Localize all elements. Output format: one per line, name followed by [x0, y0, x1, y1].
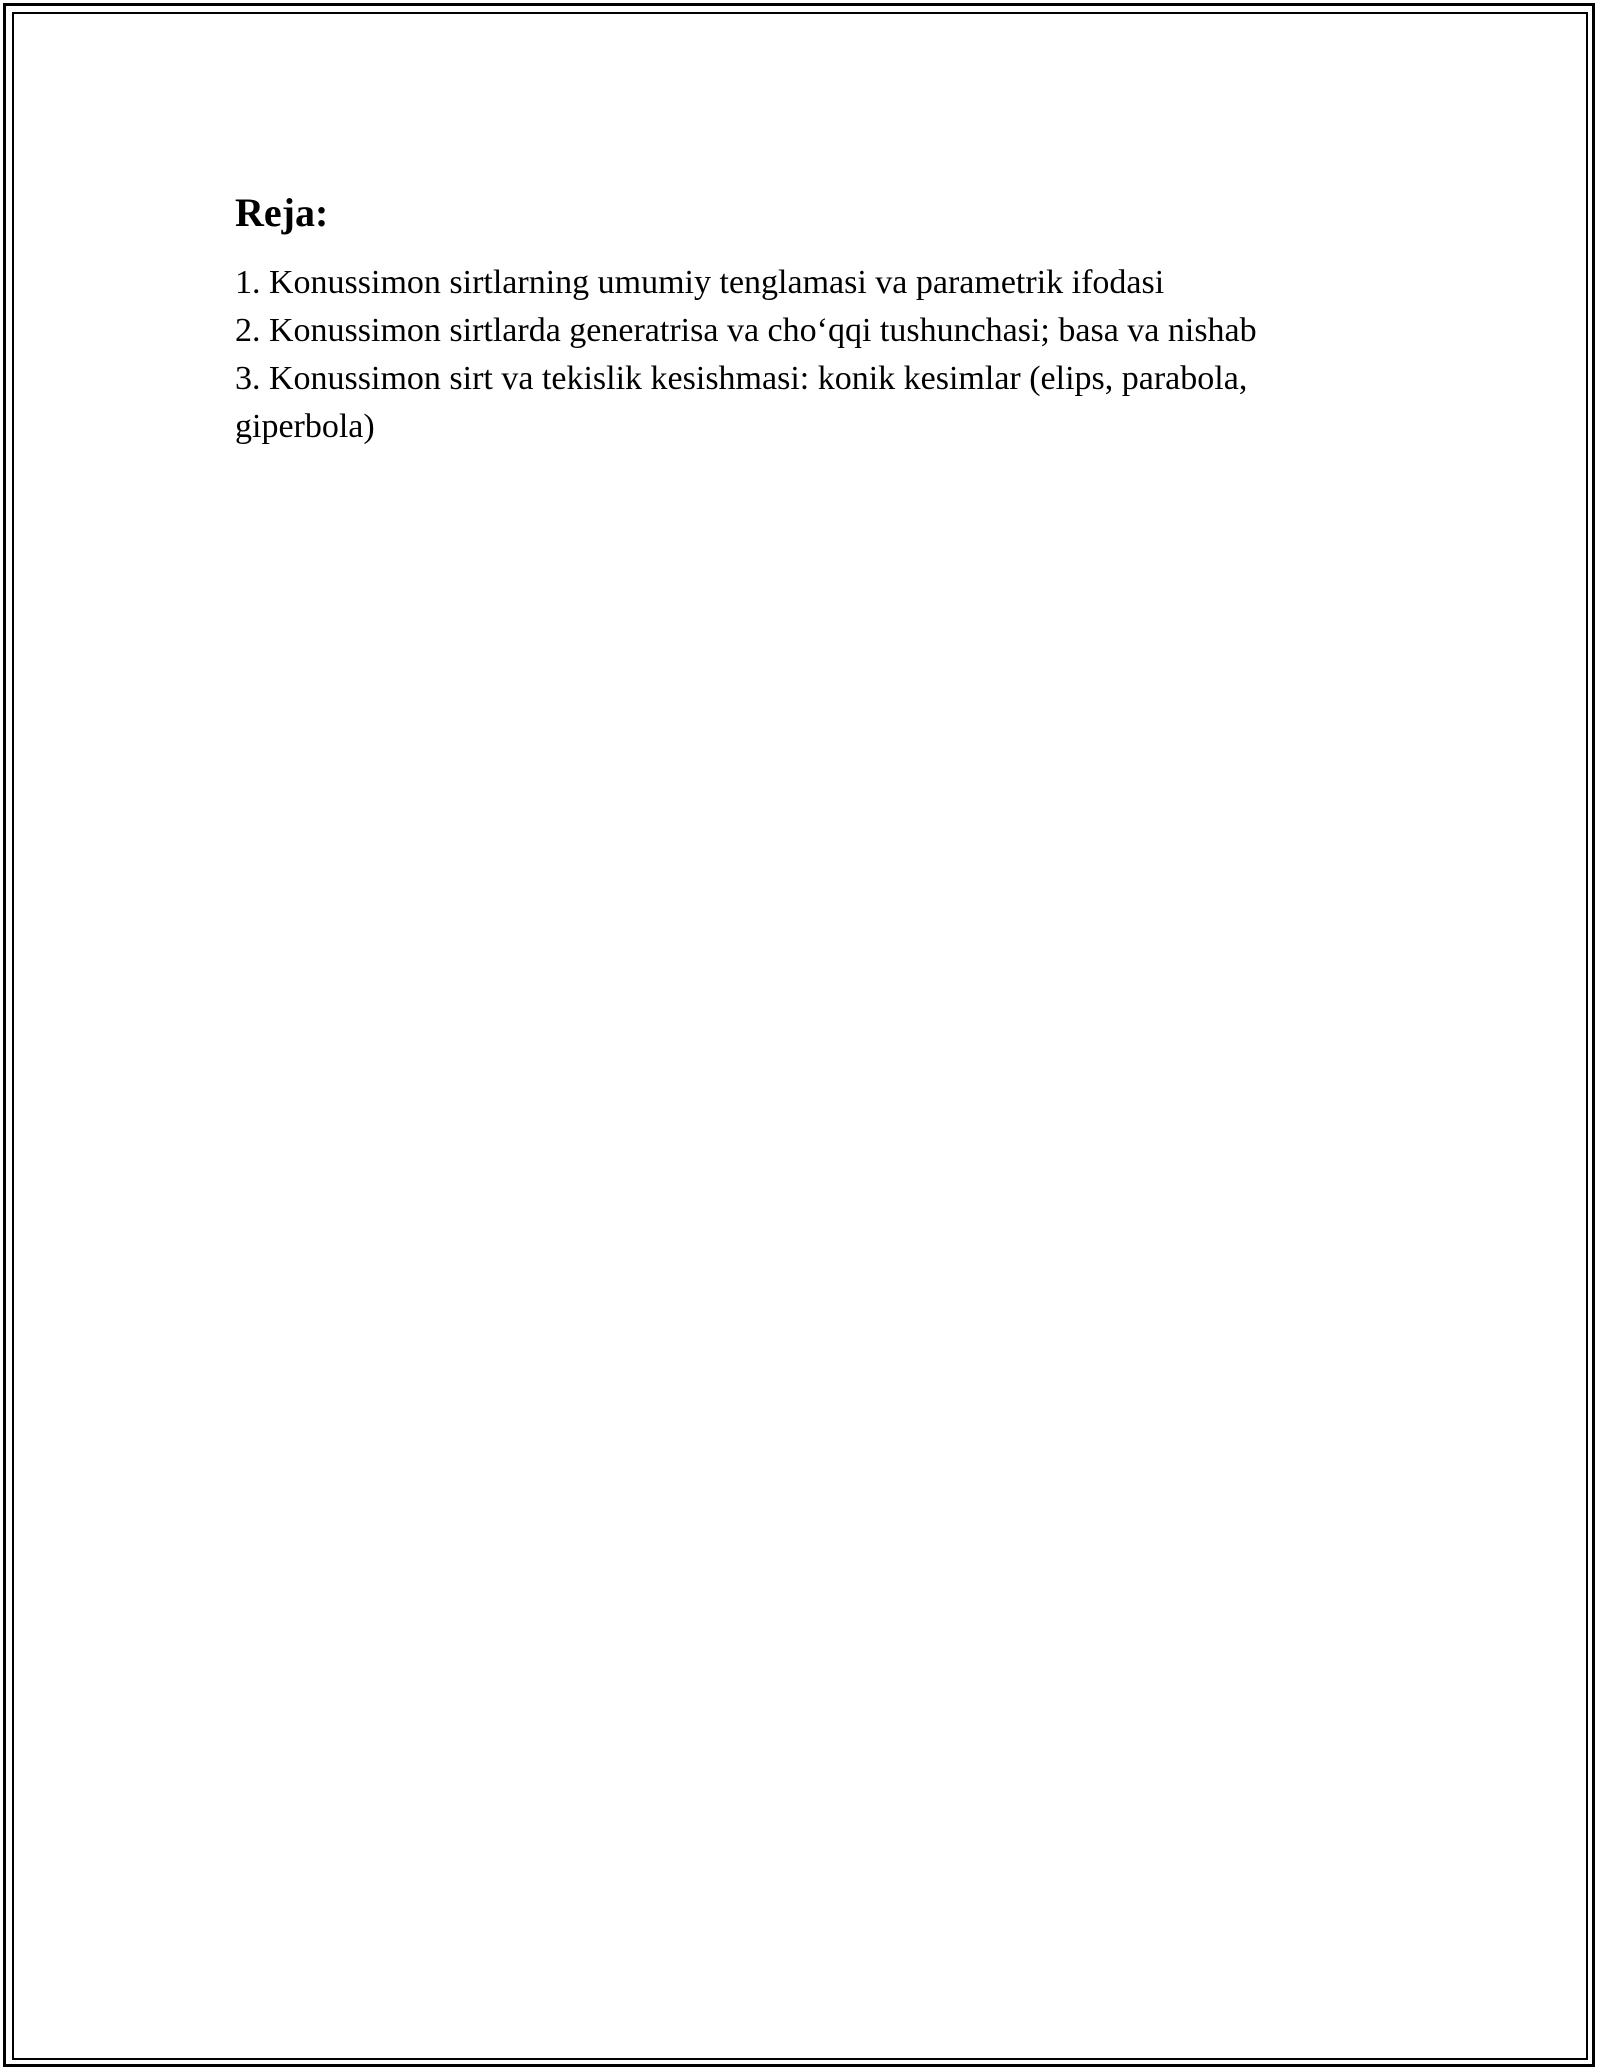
plan-item-2: 2. Konussimon sirtlarda generatrisa va cho‘qqi tushunchasi; basa va nishab [235, 312, 1257, 349]
page-content [235, 185, 1365, 451]
plan-list [235, 259, 1365, 451]
plan-heading: Reja: [235, 190, 329, 235]
plan-item-1: 1. Konussimon sirtlarning umumiy tenglamasi va parametrik ifodasi [235, 264, 1165, 301]
plan-item-3: 3. Konussimon sirt va tekislik kesishmasi: konik kesimlar (elips, parabola, giperbola) [235, 360, 1248, 445]
